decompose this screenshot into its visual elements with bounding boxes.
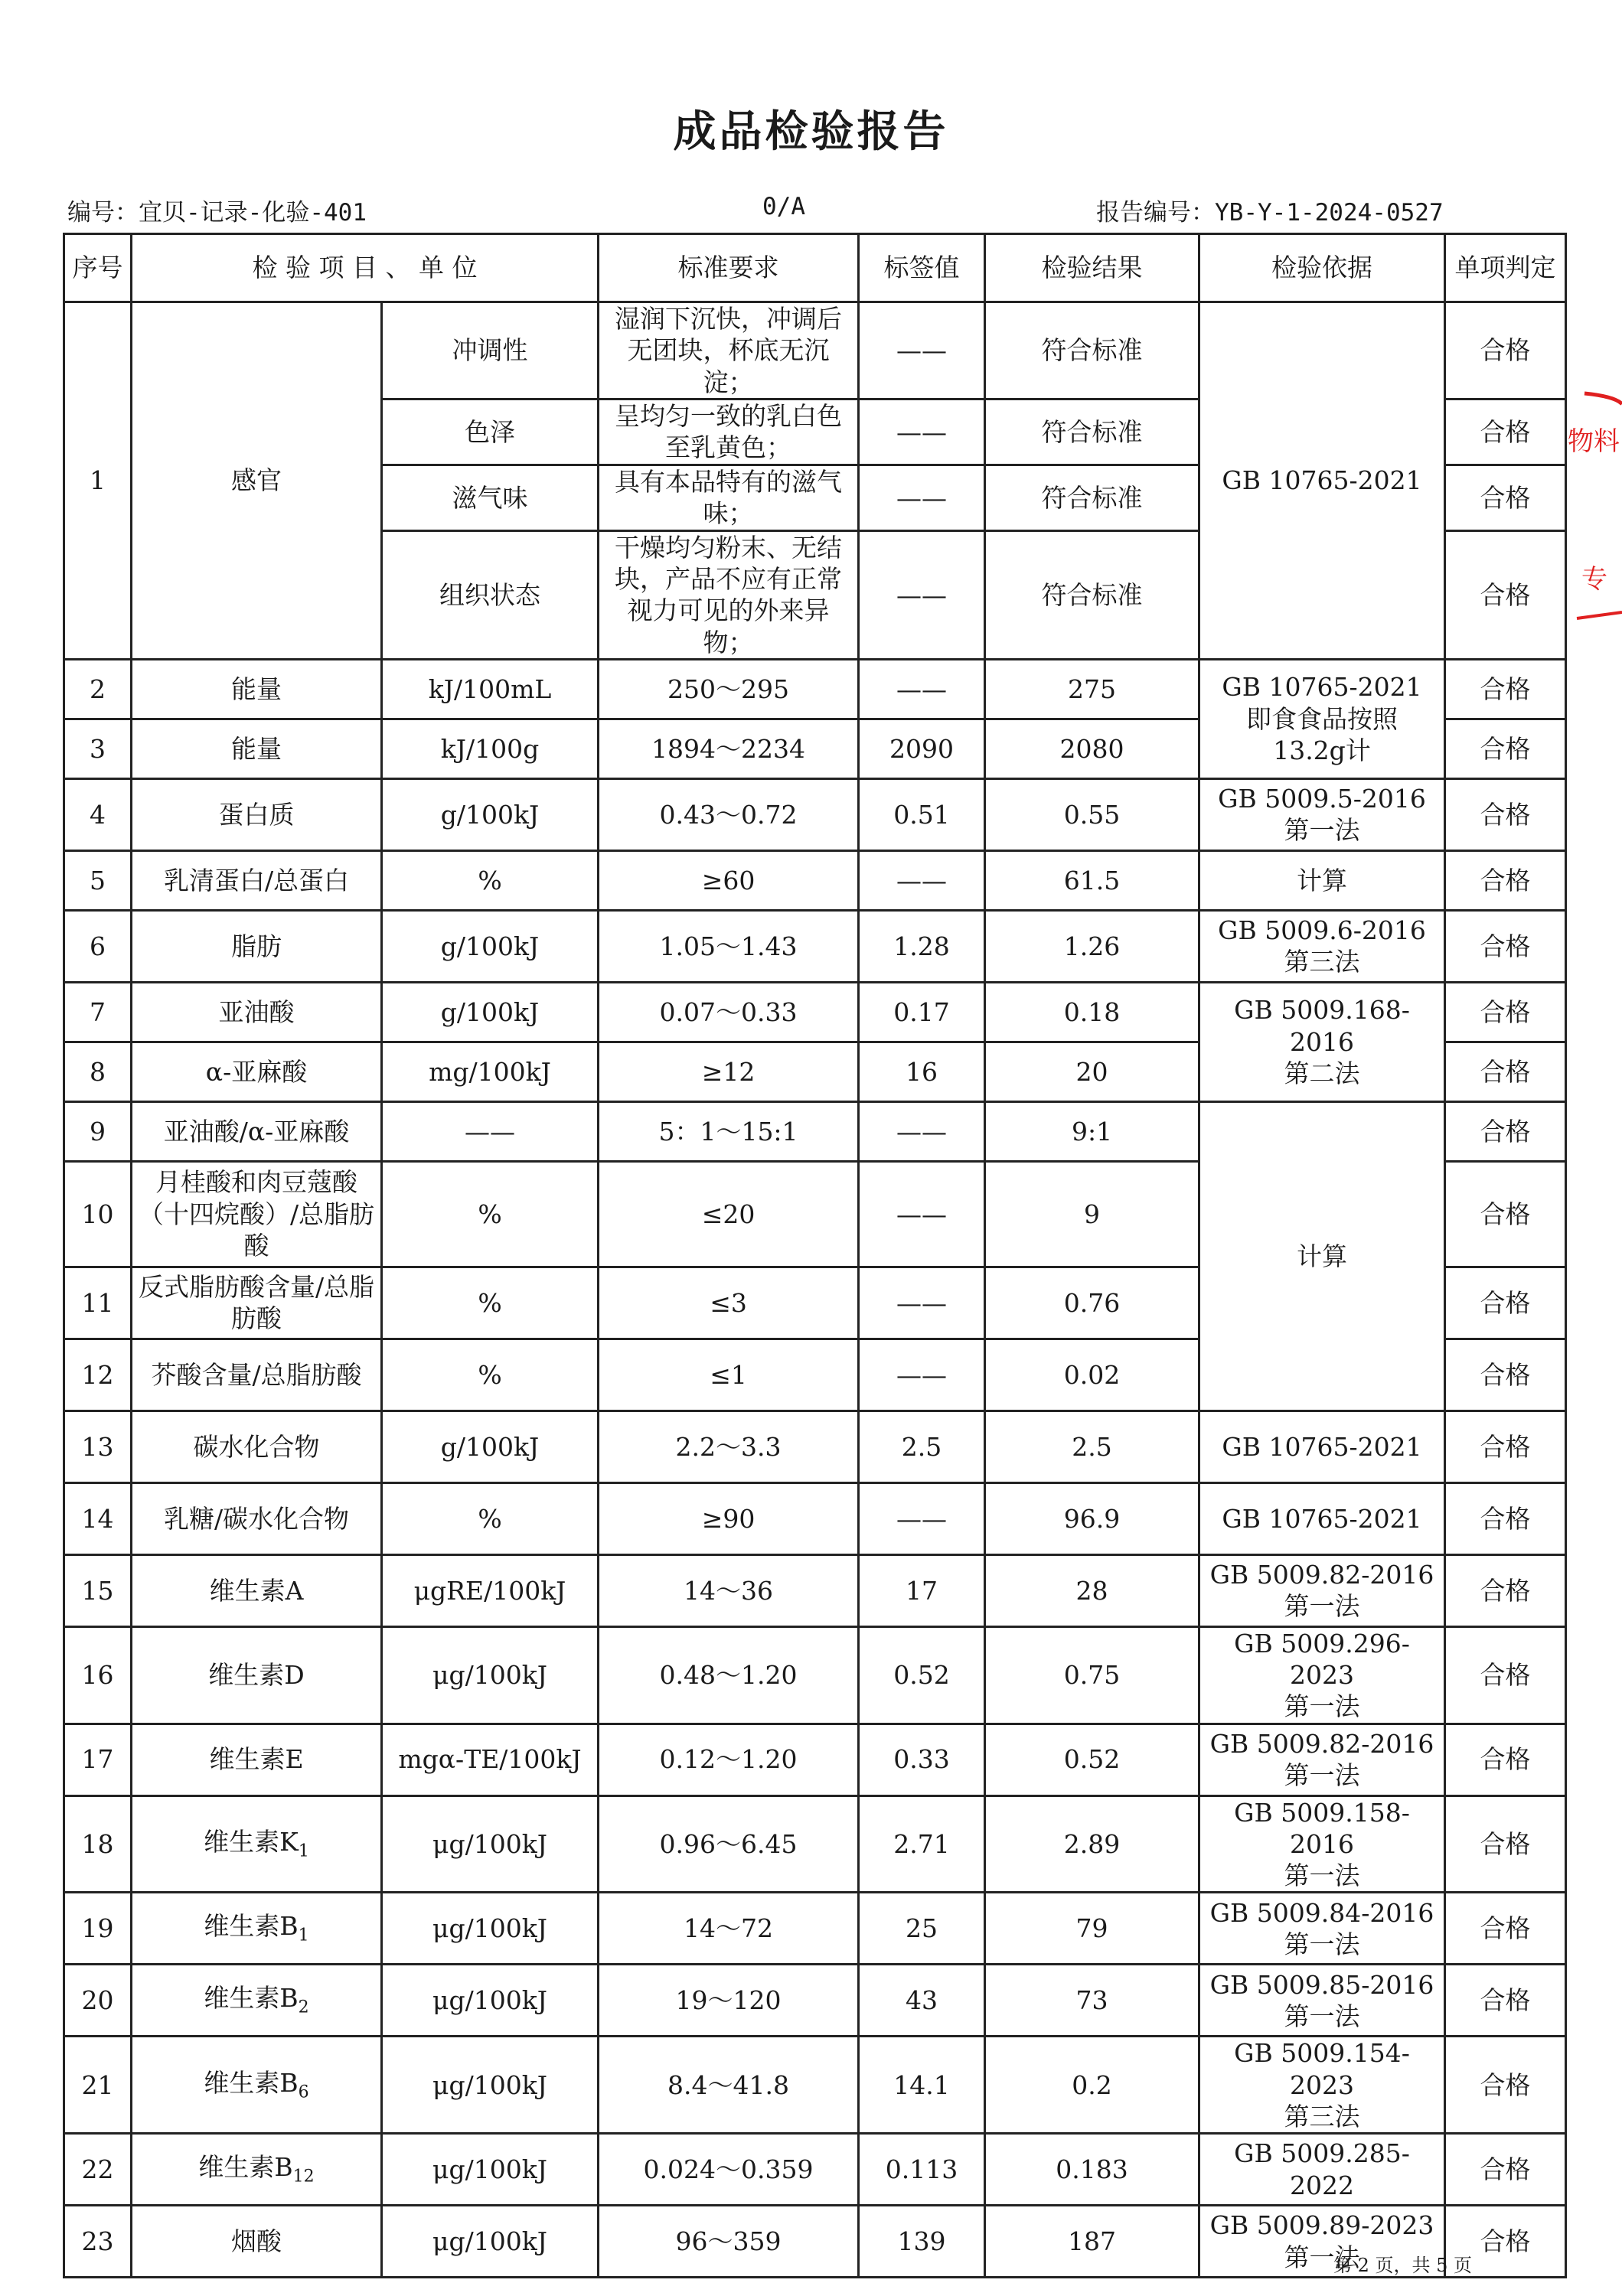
judgement: 合格 [1445,1724,1566,1795]
result: 9:1 [985,1101,1199,1161]
item-name [132,1161,382,1267]
unit: μg/100kJ [382,1893,599,1965]
judgement: 合格 [1445,982,1566,1042]
basis: GB 10765-2021 [1199,302,1445,660]
unit: kJ/100g [382,719,599,778]
row-no: 19 [64,1893,132,1965]
requirement: 5：1～15:1 [599,1101,859,1161]
table-row [64,1411,1566,1482]
row-no: 12 [64,1339,132,1411]
result: 符合标准 [985,399,1199,465]
result: 61.5 [985,850,1199,910]
report-number: 报告编号：YB-Y-1-2024-0527 [1096,199,1444,227]
judgement: 合格 [1445,1267,1566,1339]
item-name-text: 维生素D [208,1660,305,1690]
label-value: —— [859,530,985,659]
red-stamp [1562,389,1622,634]
basis: GB 5009.285-2022 [1199,2134,1445,2206]
requirement: 14～72 [599,1893,859,1965]
label-value: 43 [859,1965,985,2037]
row-no: 18 [64,1795,132,1893]
table-row [64,1965,1566,2037]
table-row [64,1482,1566,1554]
svg-text:专: 专 [1581,564,1607,595]
result: 73 [985,1965,1199,2037]
judgement: 合格 [1445,465,1566,530]
item-name-text: 月桂酸和肉豆蔻酸（十四烷酸）/总脂肪酸 [138,1167,375,1261]
item-name-text: 维生素K [204,1826,299,1857]
col-item: 检 验 项 目 、 单 位 [132,234,599,302]
label-value: 14.1 [859,2037,985,2134]
item-subscript: 2 [298,1998,309,2017]
basis: 计算 [1199,1101,1445,1411]
table-row [64,850,1566,910]
label-value: 17 [859,1554,985,1626]
label-value: 139 [859,2206,985,2278]
result: 符合标准 [985,530,1199,659]
unit: μg/100kJ [382,2037,599,2134]
basis: GB 5009.89-2023 第一法 [1199,2206,1445,2278]
row-no: 1 [64,302,132,660]
requirement: 1894～2234 [599,719,859,778]
unit: μg/100kJ [382,2206,599,2278]
table-row [64,2134,1566,2206]
table-row [64,302,1566,400]
item-name [132,1965,382,2037]
judgement: 合格 [1445,659,1566,719]
basis: GB 5009.84-2016 第一法 [1199,1893,1445,1965]
label-value: 1.28 [859,910,985,982]
row-no: 23 [64,2206,132,2278]
item-sub: 组织状态 [382,530,599,659]
unit: μg/100kJ [382,1795,599,1893]
result: 0.02 [985,1339,1199,1411]
item-name-text: 乳糖/碳水化合物 [163,1503,350,1534]
judgement: 合格 [1445,1101,1566,1161]
item-name-text: α-亚麻酸 [205,1056,308,1087]
item-name-text: 维生素B [204,1911,299,1942]
requirement: 1.05～1.43 [599,910,859,982]
label-value: —— [859,1267,985,1339]
row-no: 16 [64,1626,132,1724]
item-name-text: 维生素E [209,1744,304,1775]
requirement: 0.024～0.359 [599,2134,859,2206]
item-name [132,1042,382,1101]
col-basis: 检验依据 [1199,234,1445,302]
requirement: ≤3 [599,1267,859,1339]
row-no: 21 [64,2037,132,2134]
judgement: 合格 [1445,1411,1566,1482]
row-no: 11 [64,1267,132,1339]
result: 0.75 [985,1626,1199,1724]
judgement: 合格 [1445,1042,1566,1101]
result: 0.2 [985,2037,1199,2134]
row-no: 5 [64,850,132,910]
basis: GB 5009.168-2016 第二法 [1199,982,1445,1101]
row-no: 14 [64,1482,132,1554]
judgement: 合格 [1445,1554,1566,1626]
item-name [132,982,382,1042]
label-value: 0.52 [859,1626,985,1724]
version: 0/A [762,193,805,220]
label-value: 0.17 [859,982,985,1042]
result: 275 [985,659,1199,719]
judgement: 合格 [1445,1795,1566,1893]
page-footer: 第 2 页，共 5 页 [1333,2255,1473,2276]
label-value: —— [859,1482,985,1554]
item-sub: 色泽 [382,399,599,465]
result: 2080 [985,719,1199,778]
result: 符合标准 [985,465,1199,530]
unit: g/100kJ [382,778,599,850]
label-value: —— [859,399,985,465]
requirement: 14～36 [599,1554,859,1626]
result: 9 [985,1161,1199,1267]
basis: GB 5009.296-2023 第一法 [1199,1626,1445,1724]
requirement: 2.2～3.3 [599,1411,859,1482]
row-no: 22 [64,2134,132,2206]
unit: % [382,1267,599,1339]
basis: GB 5009.82-2016 第一法 [1199,1554,1445,1626]
judgement: 合格 [1445,850,1566,910]
judgement: 合格 [1445,1339,1566,1411]
col-label: 标签值 [859,234,985,302]
unit: —— [382,1101,599,1161]
basis: GB 5009.6-2016 第三法 [1199,910,1445,982]
unit: % [382,1161,599,1267]
item-name-text: 反式脂肪酸含量/总脂肪酸 [138,1272,375,1334]
label-value: 2.5 [859,1411,985,1482]
unit: mgα-TE/100kJ [382,1724,599,1795]
item-name-text: 维生素B [198,2151,293,2182]
judgement: 合格 [1445,2206,1566,2278]
unit: g/100kJ [382,910,599,982]
judgement: 合格 [1445,2037,1566,2134]
result: 0.52 [985,1724,1199,1795]
unit: μgRE/100kJ [382,1554,599,1626]
judgement: 合格 [1445,399,1566,465]
item-name-text: 蛋白质 [218,799,295,830]
label-value: 0.113 [859,2134,985,2206]
item-subscript: 1 [298,1926,309,1945]
judgement: 合格 [1445,910,1566,982]
item-name [132,2206,382,2278]
table-row [64,1101,1566,1161]
basis: GB 5009.5-2016 第一法 [1199,778,1445,850]
unit: g/100kJ [382,1411,599,1482]
requirement: 250～295 [599,659,859,719]
inspection-table [63,233,1567,2278]
table-row [64,659,1566,719]
requirement: ≤1 [599,1339,859,1411]
table-row [64,1554,1566,1626]
label-value: —— [859,465,985,530]
label-value: —— [859,1161,985,1267]
unit: kJ/100mL [382,659,599,719]
requirement: 干燥均匀粉末、无结块，产品不应有正常视力可见的外来异物； [599,530,859,659]
judgement: 合格 [1445,2134,1566,2206]
table-row [64,2037,1566,2134]
item-name [132,2037,382,2134]
item-name [132,1411,382,1482]
requirement: ≥60 [599,850,859,910]
judgement: 合格 [1445,1965,1566,2037]
requirement: 8.4～41.8 [599,2037,859,2134]
judgement: 合格 [1445,1161,1566,1267]
table-row [64,1893,1566,1965]
table-row [64,778,1566,850]
row-no: 17 [64,1724,132,1795]
requirement: 19～120 [599,1965,859,2037]
item-name [132,1893,382,1965]
col-result: 检验结果 [985,234,1199,302]
item-name [132,1724,382,1795]
item-subscript: 6 [298,2082,309,2102]
label-value: 0.51 [859,778,985,850]
label-value: 2.71 [859,1795,985,1893]
requirement: ≥12 [599,1042,859,1101]
basis: GB 10765-2021 [1199,1482,1445,1554]
requirement: 呈均匀一致的乳白色至乳黄色； [599,399,859,465]
col-no: 序号 [64,234,132,302]
judgement: 合格 [1445,302,1566,400]
requirement: 0.96～6.45 [599,1795,859,1893]
requirement: 0.12～1.20 [599,1724,859,1795]
requirement: 0.48～1.20 [599,1626,859,1724]
unit: μg/100kJ [382,1965,599,2037]
judgement: 合格 [1445,1626,1566,1724]
requirement: ≤20 [599,1161,859,1267]
table-row [64,982,1566,1042]
col-req: 标准要求 [599,234,859,302]
row-no: 6 [64,910,132,982]
result: 2.89 [985,1795,1199,1893]
unit: % [382,850,599,910]
item-name [132,910,382,982]
result: 2.5 [985,1411,1199,1482]
item-name-text: 亚油酸 [218,996,295,1027]
item-subscript: 1 [298,1841,309,1861]
basis: GB 5009.82-2016 第一法 [1199,1724,1445,1795]
row-no: 13 [64,1411,132,1482]
item-name [132,1626,382,1724]
label-value: —— [859,302,985,400]
result: 符合标准 [985,302,1199,400]
basis: GB 5009.85-2016 第一法 [1199,1965,1445,2037]
item-sub: 冲调性 [382,302,599,400]
row-no: 2 [64,659,132,719]
label-value: —— [859,1101,985,1161]
item-name-text: 乳清蛋白/总蛋白 [163,865,350,895]
col-judge: 单项判定 [1445,234,1566,302]
row-no: 20 [64,1965,132,2037]
item-name [132,659,382,719]
unit: mg/100kJ [382,1042,599,1101]
item-name-text: 能量 [231,673,282,704]
row-no: 8 [64,1042,132,1101]
unit: % [382,1482,599,1554]
item-name [132,778,382,850]
item-name [132,1482,382,1554]
item-name [132,719,382,778]
item-name-text: 碳水化合物 [193,1431,320,1462]
doc-number: 编号：宜贝-记录-化验-401 [67,199,367,227]
item-name-text: 维生素B [204,1983,299,2014]
result: 96.9 [985,1482,1199,1554]
basis: GB 10765-2021 [1199,1411,1445,1482]
table-row [64,910,1566,982]
label-value: 0.33 [859,1724,985,1795]
judgement: 合格 [1445,778,1566,850]
unit: μg/100kJ [382,1626,599,1724]
judgement: 合格 [1445,719,1566,778]
judgement: 合格 [1445,530,1566,659]
label-value: —— [859,850,985,910]
result: 0.55 [985,778,1199,850]
label-value: 2090 [859,719,985,778]
item-name [132,850,382,910]
item-name [132,1339,382,1411]
item-name-text: 维生素B [204,2067,299,2098]
requirement: 具有本品特有的滋气味； [599,465,859,530]
basis: GB 5009.158-2016 第一法 [1199,1795,1445,1893]
judgement: 合格 [1445,1893,1566,1965]
item-name-text: 能量 [231,733,282,764]
item-name [132,1101,382,1161]
unit: μg/100kJ [382,2134,599,2206]
item-name-text: 脂肪 [231,931,282,961]
judgement: 合格 [1445,1482,1566,1554]
stamp-text: 物料 [1568,426,1620,457]
result: 28 [985,1554,1199,1626]
table-row [64,1626,1566,1724]
item-subscript: 12 [292,2167,315,2187]
result: 79 [985,1893,1199,1965]
requirement: 96～359 [599,2206,859,2278]
unit: g/100kJ [382,982,599,1042]
row-no: 3 [64,719,132,778]
table-header [64,234,1566,302]
item-name [132,1267,382,1339]
label-value: —— [859,659,985,719]
item-name-text: 维生素A [209,1575,304,1606]
label-value: —— [859,1339,985,1411]
result: 0.18 [985,982,1199,1042]
row-no: 4 [64,778,132,850]
requirement: 0.43～0.72 [599,778,859,850]
row-no: 9 [64,1101,132,1161]
label-value: 16 [859,1042,985,1101]
row-no: 10 [64,1161,132,1267]
result: 0.76 [985,1267,1199,1339]
item-name [132,2134,382,2206]
item-name-text: 芥酸含量/总脂肪酸 [151,1359,362,1390]
basis: GB 10765-2021 即食食品按照 13.2g计 [1199,659,1445,778]
item-name-text: 烟酸 [231,2226,282,2256]
result: 0.183 [985,2134,1199,2206]
row-no: 15 [64,1554,132,1626]
item-name: 感官 [132,302,382,660]
basis: GB 5009.154-2023 第三法 [1199,2037,1445,2134]
table-row [64,1724,1566,1795]
report-title: 成品检验报告 [673,107,949,157]
requirement: ≥90 [599,1482,859,1554]
requirement: 0.07～0.33 [599,982,859,1042]
row-no: 7 [64,982,132,1042]
result: 1.26 [985,910,1199,982]
result: 20 [985,1042,1199,1101]
basis: 计算 [1199,850,1445,910]
label-value: 25 [859,1893,985,1965]
result: 187 [985,2206,1199,2278]
item-name [132,1554,382,1626]
item-name-text: 亚油酸/α-亚麻酸 [163,1116,350,1146]
table-row [64,1795,1566,1893]
item-name [132,1795,382,1893]
item-sub: 滋气味 [382,465,599,530]
unit: % [382,1339,599,1411]
requirement: 湿润下沉快，冲调后无团块，杯底无沉淀； [599,302,859,400]
